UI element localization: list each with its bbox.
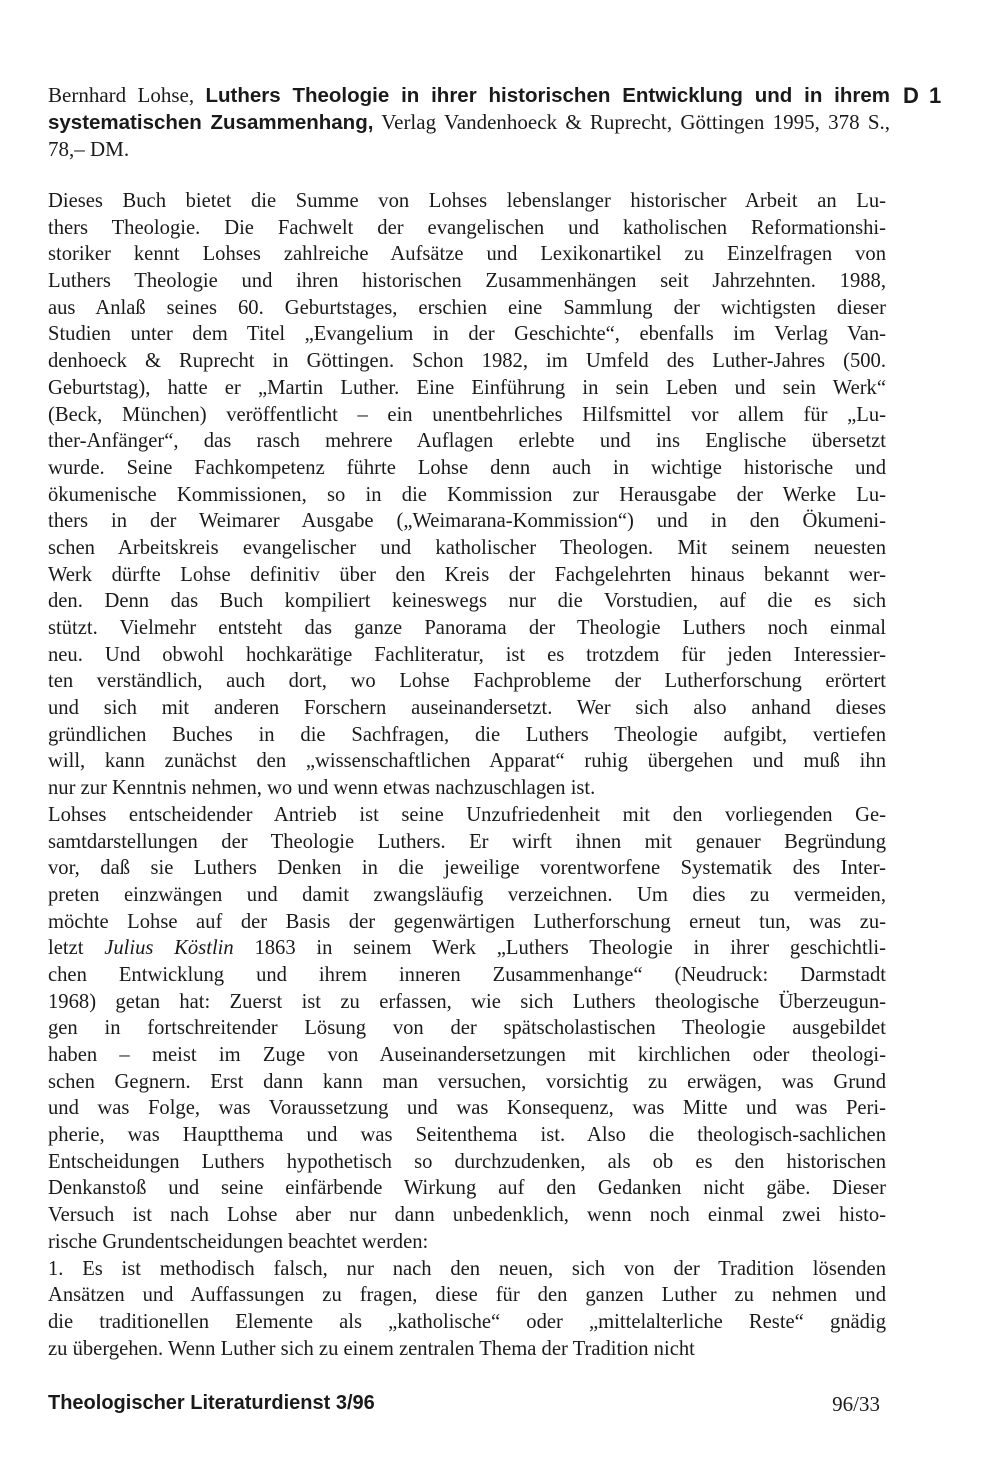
text-line: Versuch ist nach Lohse aber nur dann unbedenklich, wenn noch einmal zwei histo- xyxy=(48,1204,886,1227)
journal-name: Theologischer Literaturdienst 3/96 xyxy=(48,1392,375,1414)
text-line: Denkanstoß und seine einfärbende Wirkung auf den Gedanken nicht gäbe. Dieser xyxy=(48,1177,886,1200)
text-line: haben – meist im Zuge von Auseinandersetzungen mit kirchlichen oder theologi- xyxy=(48,1044,886,1066)
text-line: preten einzwängen und damit zwangsläufig verzeichnen. Um dies zu vermeiden, xyxy=(48,883,886,906)
text-line: 1968) getan hat: Zuerst ist zu erfassen, wie sich Luthers theologische Überzeugun- xyxy=(48,990,886,1013)
text-line: und was Folge, was Voraussetzung und was Konsequenz, was Mitte und was Peri- xyxy=(48,1097,886,1120)
text-line: rische Grundentscheidungen beachtet werden: xyxy=(48,1230,429,1253)
text-line: nur zur Kenntnis nehmen, wo und wenn etwas nachzuschlagen ist. xyxy=(48,777,596,800)
review-body xyxy=(48,188,886,1362)
text-line: ökumenische Kommissionen, so in die Kommission zur Herausgabe der Werke Lu- xyxy=(48,483,886,506)
text-line: vor, daß sie Luthers Denken in die jeweilige vorentworfene Systematik des Inter- xyxy=(48,857,886,880)
text-line: letzt Julius Köstlin 1863 in seinem Werk „Luthers Theologie in ihrer geschichtli- xyxy=(48,937,886,960)
text-line: 1. Es ist methodisch falsch, nur nach den neuen, sich von der Tradition lösenden xyxy=(48,1257,886,1280)
text-line: aus Anlaß seines 60. Geburtstages, erschien eine Sammlung der wichtigsten dieser xyxy=(48,296,886,319)
publisher-info: Verlag Vandenhoeck & Ruprecht, Göttingen 1995, 378 S., 78,– DM. xyxy=(48,110,890,161)
text-line: thers Theologie. Die Fachwelt der evangelischen und katholischen Reformationshi- xyxy=(48,216,886,239)
text-line: Luthers Theologie und ihren historischen Zusammenhängen seit Jahrzehnten. 1988, xyxy=(48,270,886,293)
text-line: Lohses entscheidender Antrieb ist seine Unzufriedenheit mit den vorliegenden Ge- xyxy=(48,803,886,826)
bibliographic-header xyxy=(48,82,890,163)
text-line: die traditionellen Elemente als „katholische“ oder „mittelalterliche Reste“ gnädig xyxy=(48,1310,886,1333)
section-code: D 1 xyxy=(903,83,944,108)
text-line: Studien unter dem Titel „Evangelium in der Geschichte“, ebenfalls im Verlag Van- xyxy=(48,323,886,346)
author-name: Bernhard Lohse, xyxy=(48,83,195,107)
text-line: neu. Und obwohl hochkarätige Fachliteratur, ist es trotzdem für jeden Interessier- xyxy=(48,643,886,666)
text-line: möchte Lohse auf der Basis der gegenwärtigen Lutherforschung erneut tun, was zu- xyxy=(48,910,886,933)
text-line: Ansätzen und Auffassungen zu fragen, diese für den ganzen Luther zu nehmen und xyxy=(48,1284,886,1307)
text-line: pherie, was Hauptthema und was Seitenthema ist. Also die theologisch-sachlichen xyxy=(48,1124,886,1147)
text-line: samtdarstellungen der Theologie Luthers. Er wirft ihnen mit genauer Begründung xyxy=(48,830,886,853)
text-line: Geburtstag), hatte er „Martin Luther. Eine Einführung in sein Leben und sein Werk“ xyxy=(48,376,886,399)
text-line: und sich mit anderen Forschern auseinandersetzt. Wer sich also anhand dieses xyxy=(48,697,886,720)
text-line: Dieses Buch bietet die Summe von Lohses lebenslanger historischer Arbeit an Lu- xyxy=(48,190,886,212)
italic-name: Julius Köstlin xyxy=(104,937,234,960)
text-line: chen Entwicklung und ihrem inneren Zusammenhange“ (Neudruck: Darmstadt xyxy=(48,963,886,986)
text-line: will, kann zunächst den „wissenschaftlichen Apparat“ ruhig übergehen und muß ihn xyxy=(48,750,886,773)
text-line: ther-Anfänger“, das rasch mehrere Auflagen erlebte und ins Englische übersetzt xyxy=(48,430,886,453)
text-line: gründlichen Buches in die Sachfragen, die Luthers Theologie aufgibt, vertiefen xyxy=(48,723,886,746)
text-line: storiker kennt Lohses zahlreiche Aufsätze und Lexikonartikel zu Einzelfragen von xyxy=(48,243,886,266)
text-line: den. Denn das Buch kompiliert keineswegs nur die Vorstudien, auf die es sich xyxy=(48,590,886,613)
text-line: Entscheidungen Luthers hypothetisch so durchzudenken, als ob es den historischen xyxy=(48,1150,886,1173)
text-line: wurde. Seine Fachkompetenz führte Lohse denn auch in wichtige historische und xyxy=(48,456,886,479)
text-line: gen in fortschreitender Lösung von der spätscholastischen Theologie ausgebildet xyxy=(48,1017,886,1040)
text-line: zu übergehen. Wenn Luther sich zu einem zentralen Thema der Tradition nicht xyxy=(48,1337,695,1360)
page-number: 96/33 xyxy=(832,1392,880,1416)
text-line: denhoeck & Ruprecht in Göttingen. Schon 1982, im Umfeld des Luther-Jahres (500. xyxy=(48,350,886,373)
text-line: (Beck, München) veröffentlicht – ein unentbehrliches Hilfsmittel vor allem für „Lu- xyxy=(48,403,886,426)
book-title: Luthers Theologie in ihrer historischen Entwicklung und in ihrem systematischen Zusammenhang, xyxy=(48,84,890,134)
text-line: Werk dürfte Lohse definitiv über den Kreis der Fachgelehrten hinaus bekannt wer- xyxy=(48,563,886,586)
text-line: ten verständlich, auch dort, wo Lohse Fachprobleme der Lutherforschung erörtert xyxy=(48,670,886,693)
text-line: thers in der Weimarer Ausgabe („Weimarana-Kommission“) und in den Ökumeni- xyxy=(48,510,886,533)
text-line: stützt. Vielmehr entsteht das ganze Panorama der Theologie Luthers noch einmal xyxy=(48,617,886,639)
text-line: schen Arbeitskreis evangelischer und katholischer Theologen. Mit seinem neuesten xyxy=(48,536,886,559)
text-line: schen Gegnern. Erst dann kann man versuchen, vorsichtig zu erwägen, was Grund xyxy=(48,1070,886,1093)
